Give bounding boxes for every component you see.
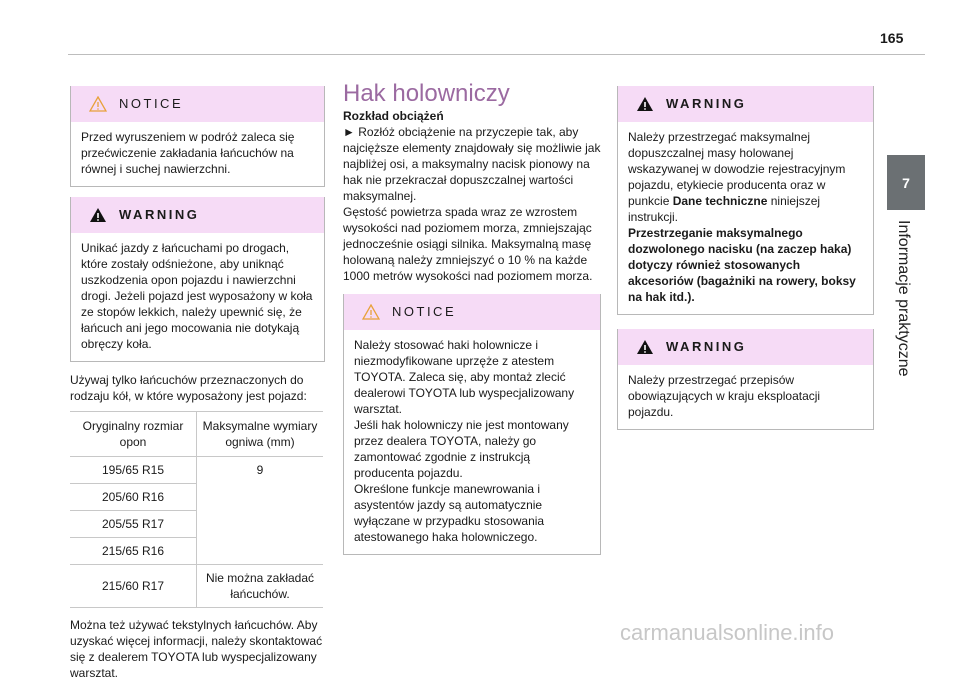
chapter-number: 7 xyxy=(902,175,910,191)
altitude-paragraph: Gęstość powietrza spada wraz ze wzrostem wysokości nad poziomem morza, zmniejszając jednocześnie osiągi silnika. Maksymalną masę holowaną należy zmniejszyć o 10 % na każde 1000 metrów wysokości nad poziomem morza. xyxy=(343,205,593,283)
watermark: carmanualsonline.info xyxy=(620,620,835,645)
table-header-row xyxy=(70,412,323,457)
table-cell: 215/65 R16 xyxy=(70,538,197,565)
notice-triangle-icon xyxy=(362,304,380,320)
warning-text-part: Należy przestrzegać maksymalnej dopuszczalnej masy holowanej wskazywanej w dowodzie rejestracyjnym pojazdu, etykiecie producenta oraz w punkcie xyxy=(628,130,846,208)
table-cell: 205/60 R16 xyxy=(70,484,197,511)
warning-triangle-icon xyxy=(636,96,654,112)
notice-header xyxy=(71,86,324,122)
chapter-tab[interactable] xyxy=(887,155,925,210)
notice-header xyxy=(344,294,600,330)
load-paragraph: ► Rozłóż obciążenie na przyczepie tak, aby najcięższe elementy znajdowały się możliwie jak najbliżej osi, a maksymalny nacisk pionowy na hak nie przekraczał dopuszczalnej wartości maksymalnej. xyxy=(343,125,601,203)
warning-text: Unikać jazdy z łańcuchami po drogach, które zostały odśnieżone, aby uniknąć uszkodzenia opon pojazdu i nawierzchni drogi. Jeżeli pojazd jest wyposażony w koła ze stopów lekkich, należy upewnić się, że łańcuch ani jego mocowania nie dotykają obręczy koła. xyxy=(81,241,313,351)
warning-header xyxy=(71,197,324,233)
chains-outro: Można też używać tekstylnych łańcuchów. Aby uzyskać więcej informacji, należy skontaktować się z dealerem TOYOTA lub wyspecjalizowany warsztat. xyxy=(70,618,323,680)
section-title: Hak holowniczy xyxy=(343,80,510,107)
table-cell: 9 xyxy=(197,457,324,565)
warning-header xyxy=(618,329,873,365)
table-row xyxy=(70,565,323,608)
notice-text: Przed wyruszeniem w podróż zaleca się przećwiczenie zakładania łańcuchów na równej i suchej nawierzchni. xyxy=(81,130,295,176)
warning-header xyxy=(618,86,873,122)
notice-label: NOTICE xyxy=(119,96,184,111)
notice-text: Należy stosować haki holownicze i niezmodyfikowane uprzęże z atestem TOYOTA. Zaleca się, aby montaż zlecić dealerowi TOYOTA lub wyspecjalizowany warsztat. xyxy=(354,338,575,416)
chains-table xyxy=(70,411,323,608)
section-subtitle: Rozkład obciążeń xyxy=(343,109,444,123)
warning-bold-paragraph: Przestrzeganie maksymalnego dozwolonego nacisku (na zaczep haka) dotyczy również stosowanych akcesoriów (bagażniki na rowery, boksy na hak itd.). xyxy=(628,226,856,304)
table-cell: 215/60 R17 xyxy=(70,565,197,608)
warning-text: Należy przestrzegać przepisów obowiązujących w kraju eksploatacji pojazdu. xyxy=(628,373,821,419)
left-column xyxy=(70,86,325,681)
notice-text: Określone funkcje manewrowania i asystentów jazdy są automatycznie wyłączane w przypadku stosowania atestowanego haka holowniczego. xyxy=(354,482,545,544)
table-cell: 205/55 R17 xyxy=(70,511,197,538)
warning-box xyxy=(617,329,874,430)
chapter-title: Informacje praktyczne xyxy=(895,220,912,377)
table-cell: Nie można zakładać łańcuchów. xyxy=(197,565,324,608)
table-header-cell: Maksymalne wymiary ogniwa (mm) xyxy=(197,412,324,457)
notice-triangle-icon xyxy=(89,96,107,112)
notice-box xyxy=(70,86,325,187)
table-header-cell: Oryginalny rozmiar opon xyxy=(70,412,197,457)
chains-intro: Używaj tylko łańcuchów przeznaczonych do rodzaju kół, w które wyposażony jest pojazd: xyxy=(70,373,307,403)
table-cell: 195/65 R15 xyxy=(70,457,197,484)
notice-text: Jeśli hak holowniczy nie jest montowany przez dealera TOYOTA, należy go zamontować zgodnie z instrukcją producenta pojazdu. xyxy=(354,418,569,480)
warning-label: WARNING xyxy=(666,96,747,111)
warning-text-bold: Dane techniczne xyxy=(672,194,768,208)
middle-column xyxy=(343,80,601,555)
warning-triangle-icon xyxy=(89,207,107,223)
warning-label: WARNING xyxy=(119,207,200,222)
warning-label: WARNING xyxy=(666,339,747,354)
right-column xyxy=(617,86,874,430)
notice-box xyxy=(343,294,601,555)
warning-triangle-icon xyxy=(636,339,654,355)
page-number: 165 xyxy=(880,30,904,46)
warning-text-part: niniejszej instrukcji. xyxy=(628,194,821,224)
notice-label: NOTICE xyxy=(392,304,457,319)
warning-box xyxy=(70,197,325,362)
table-row xyxy=(70,457,323,484)
warning-text xyxy=(628,129,863,225)
header-rule xyxy=(68,54,925,55)
warning-box xyxy=(617,86,874,315)
